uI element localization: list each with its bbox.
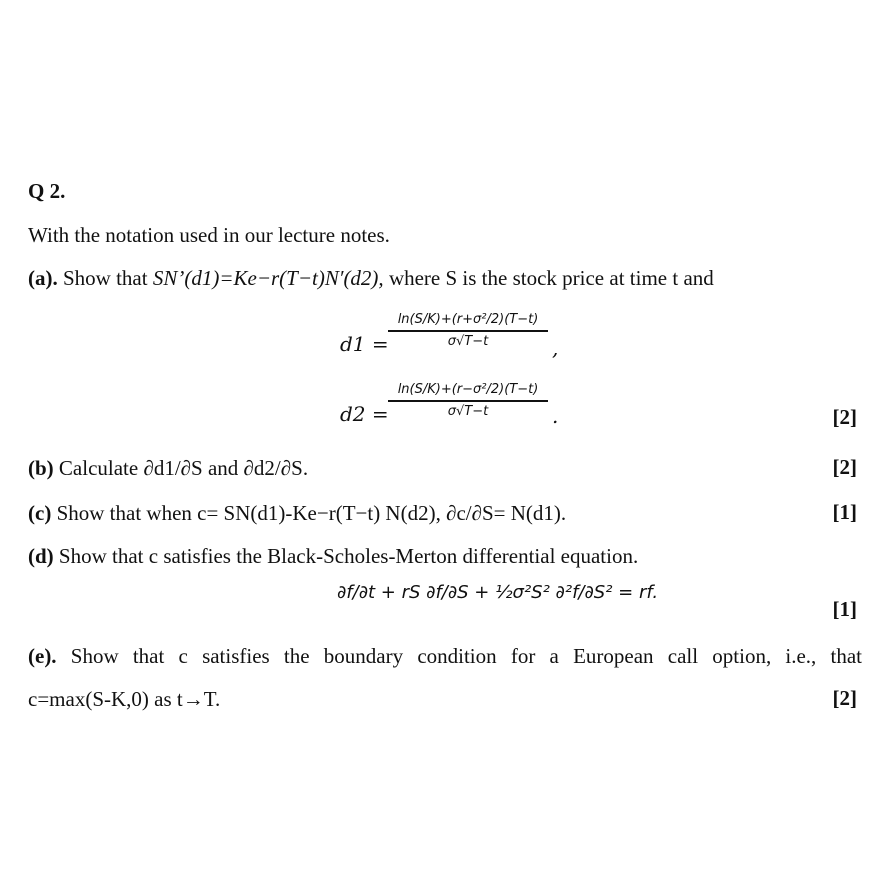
question-title: Q 2. bbox=[28, 179, 66, 203]
d1-trail: , bbox=[552, 336, 559, 360]
part-d bbox=[28, 543, 638, 569]
part-a-pre: Show that bbox=[63, 266, 148, 290]
d1-numerator: ln(S/K)+(r+σ²/2)(T−t) bbox=[397, 312, 539, 327]
part-d-text: Show that c satisfies the Black-Scholes-Merton differential equation. bbox=[58, 544, 639, 568]
intro-text: With the notation used in our lecture notes. bbox=[28, 223, 390, 247]
part-b bbox=[28, 455, 308, 481]
marks-c: [1] bbox=[832, 500, 857, 524]
part-c-text: Show that when c= SN(d1)-Ke−r(T−t) N(d2), ∂c/∂S= N(d1). bbox=[56, 501, 567, 525]
d2-fraction-bar bbox=[388, 400, 548, 402]
d1-fraction bbox=[388, 312, 548, 349]
part-a-expr: SN’(d1)=Ke−r(T−t)N′(d2), bbox=[152, 266, 384, 290]
d2-lhs: d2 = bbox=[340, 402, 389, 426]
d1-lhs: d1 = bbox=[340, 332, 389, 356]
marks-a: [2] bbox=[832, 405, 857, 429]
part-b-label: (b) bbox=[28, 456, 54, 480]
part-b-text: Calculate ∂d1/∂S and ∂d2/∂S. bbox=[58, 456, 309, 480]
d2-numerator: ln(S/K)+(r−σ²/2)(T−t) bbox=[397, 382, 539, 397]
d1-denominator: σ√T−t bbox=[447, 333, 489, 349]
part-a bbox=[28, 265, 714, 291]
bsm-equation: ∂f/∂t + rS ∂f/∂S + ½σ²S² ∂²f/∂S² = rf. bbox=[337, 582, 659, 603]
marks-d: [1] bbox=[832, 597, 857, 621]
part-a-post: where S is the stock price at time t and bbox=[388, 266, 714, 290]
d2-denominator: σ√T−t bbox=[447, 403, 489, 419]
marks-e: [2] bbox=[832, 686, 857, 710]
part-e-line2: c=max(S-K,0) as t→T. bbox=[28, 687, 221, 711]
d2-fraction bbox=[388, 382, 548, 419]
part-e-label: (e). bbox=[28, 644, 57, 668]
part-a-label: (a). bbox=[28, 266, 58, 290]
part-e bbox=[28, 643, 862, 669]
part-c bbox=[28, 500, 566, 526]
d1-fraction-bar bbox=[388, 330, 548, 332]
part-e-line1: Show that c satisfies the boundary condition for a European call option, i.e., that bbox=[70, 644, 863, 668]
marks-b: [2] bbox=[832, 455, 857, 479]
part-d-label: (d) bbox=[28, 544, 54, 568]
d2-trail: . bbox=[552, 404, 559, 428]
part-c-label: (c) bbox=[28, 501, 52, 525]
